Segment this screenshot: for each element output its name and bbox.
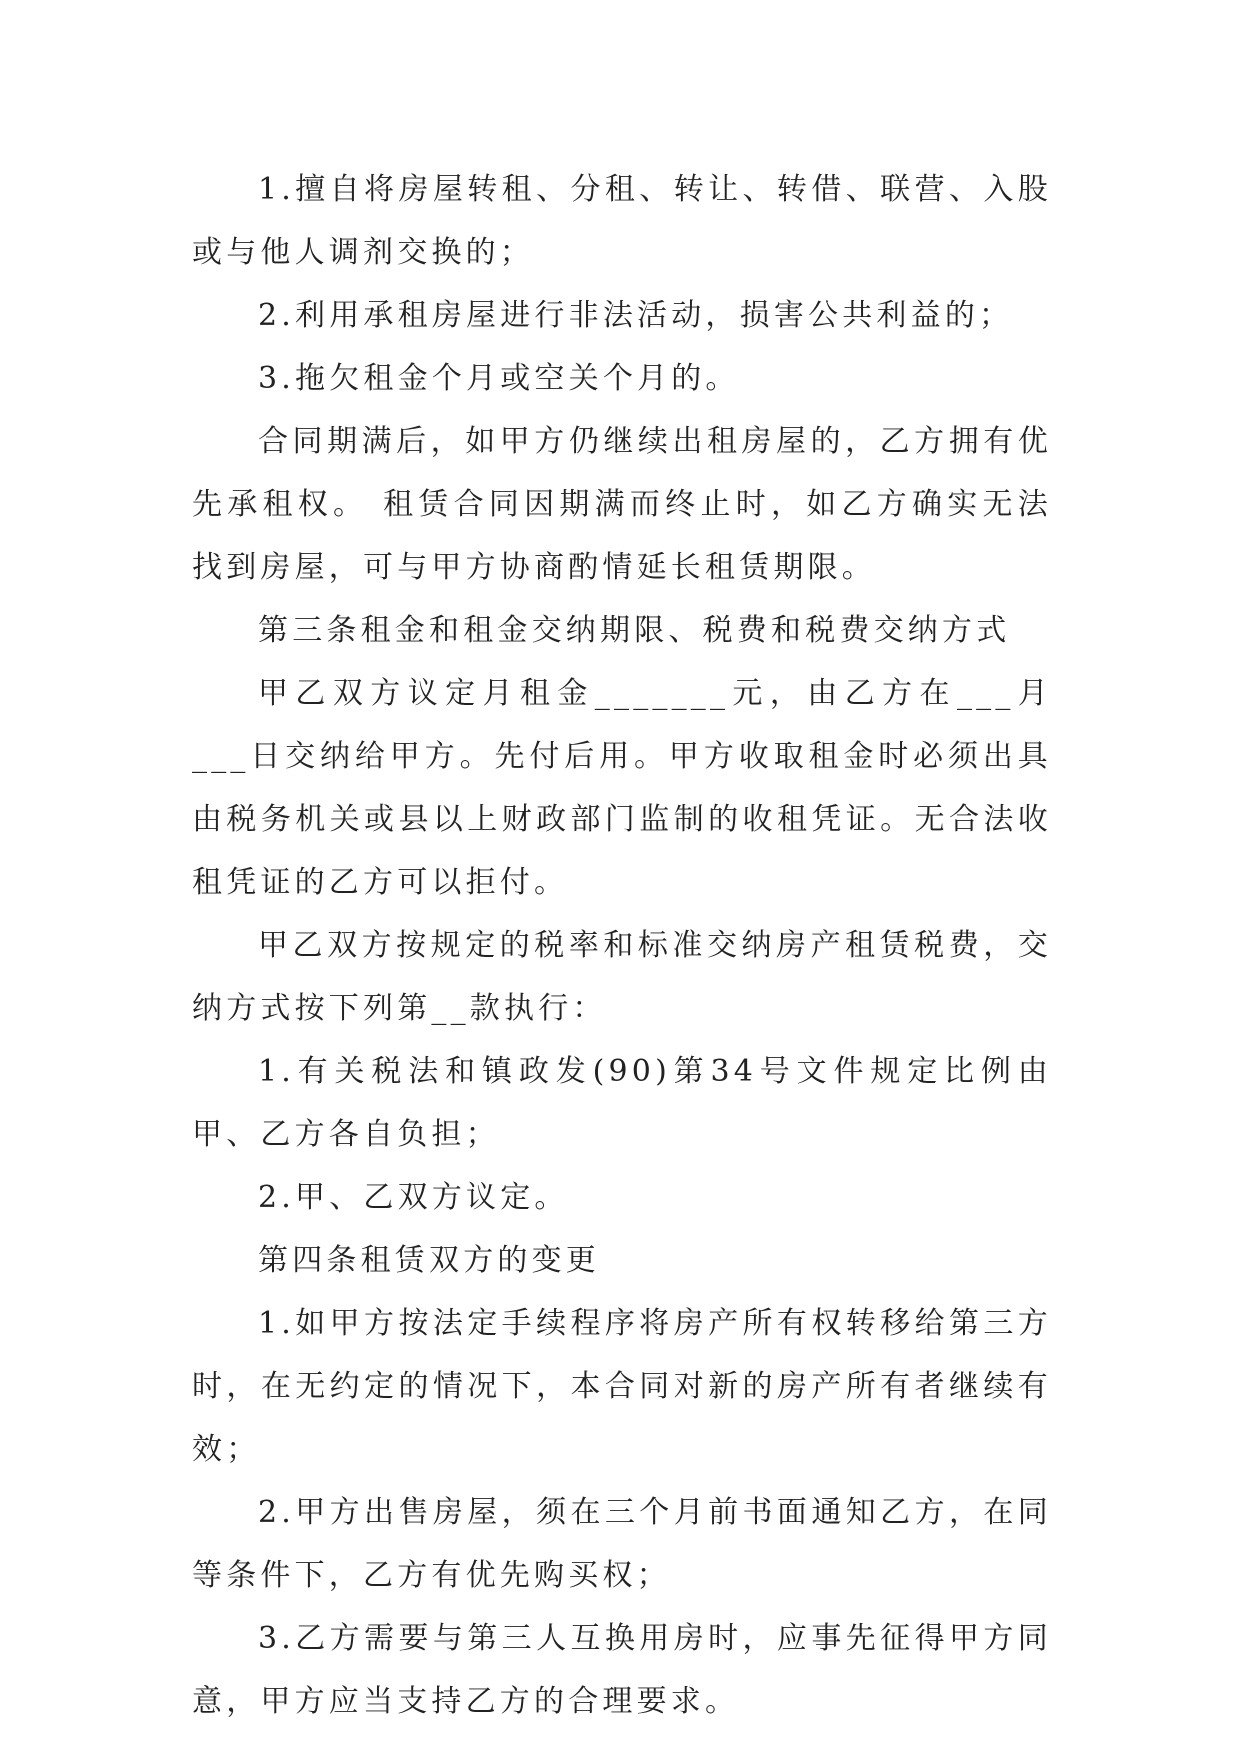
clause-ownership-transfer: 1.如甲方按法定手续程序将房产所有权转移给第三方时，在无约定的情况下，本合同对新的房产所有者继续有效；: [192, 1306, 1052, 1467]
article-3-heading: 第三条租金和租金交纳期限、税费和税费交纳方式: [258, 613, 1011, 648]
tax-option-1: 1.有关税法和镇政发(90)第34号文件规定比例由甲、乙方各自负担；: [192, 1054, 1052, 1152]
clause-monthly-rent: 甲乙双方议定月租金_______元，由乙方在___月___日交纳给甲方。先付后用。甲方收取租金时必须出具由税务机关或县以上财政部门监制的收租凭证。无合法收租凭证的乙方可以拒付。: [192, 676, 1052, 900]
clause-exchange-housing: 3.乙方需要与第三人互换用房时，应事先征得甲方同意，甲方应当支持乙方的合理要求。: [192, 1621, 1052, 1719]
document-body: [192, 158, 1052, 1733]
clause-illegal-use: 2.利用承租房屋进行非法活动，损害公共利益的；: [258, 298, 1014, 333]
clause-renewal-priority: 合同期满后，如甲方仍继续出租房屋的，乙方拥有优先承租权。 租赁合同因期满而终止时，如乙方确实无法找到房屋，可与甲方协商酌情延长租赁期限。: [192, 424, 1052, 585]
clause-sale-priority: 2.甲方出售房屋，须在三个月前书面通知乙方，在同等条件下，乙方有优先购买权；: [192, 1495, 1052, 1593]
tax-option-2: 2.甲、乙双方议定。: [258, 1180, 569, 1215]
clause-rent-arrears: 3.拖欠租金个月或空关个月的。: [258, 361, 740, 396]
clause-tax-payment: 甲乙双方按规定的税率和标准交纳房产租赁税费，交纳方式按下列第__款执行：: [192, 928, 1052, 1026]
clause-sublet: 1.擅自将房屋转租、分租、转让、转借、联营、入股或与他人调剂交换的；: [192, 172, 1052, 270]
article-4-heading: 第四条租赁双方的变更: [258, 1243, 600, 1278]
